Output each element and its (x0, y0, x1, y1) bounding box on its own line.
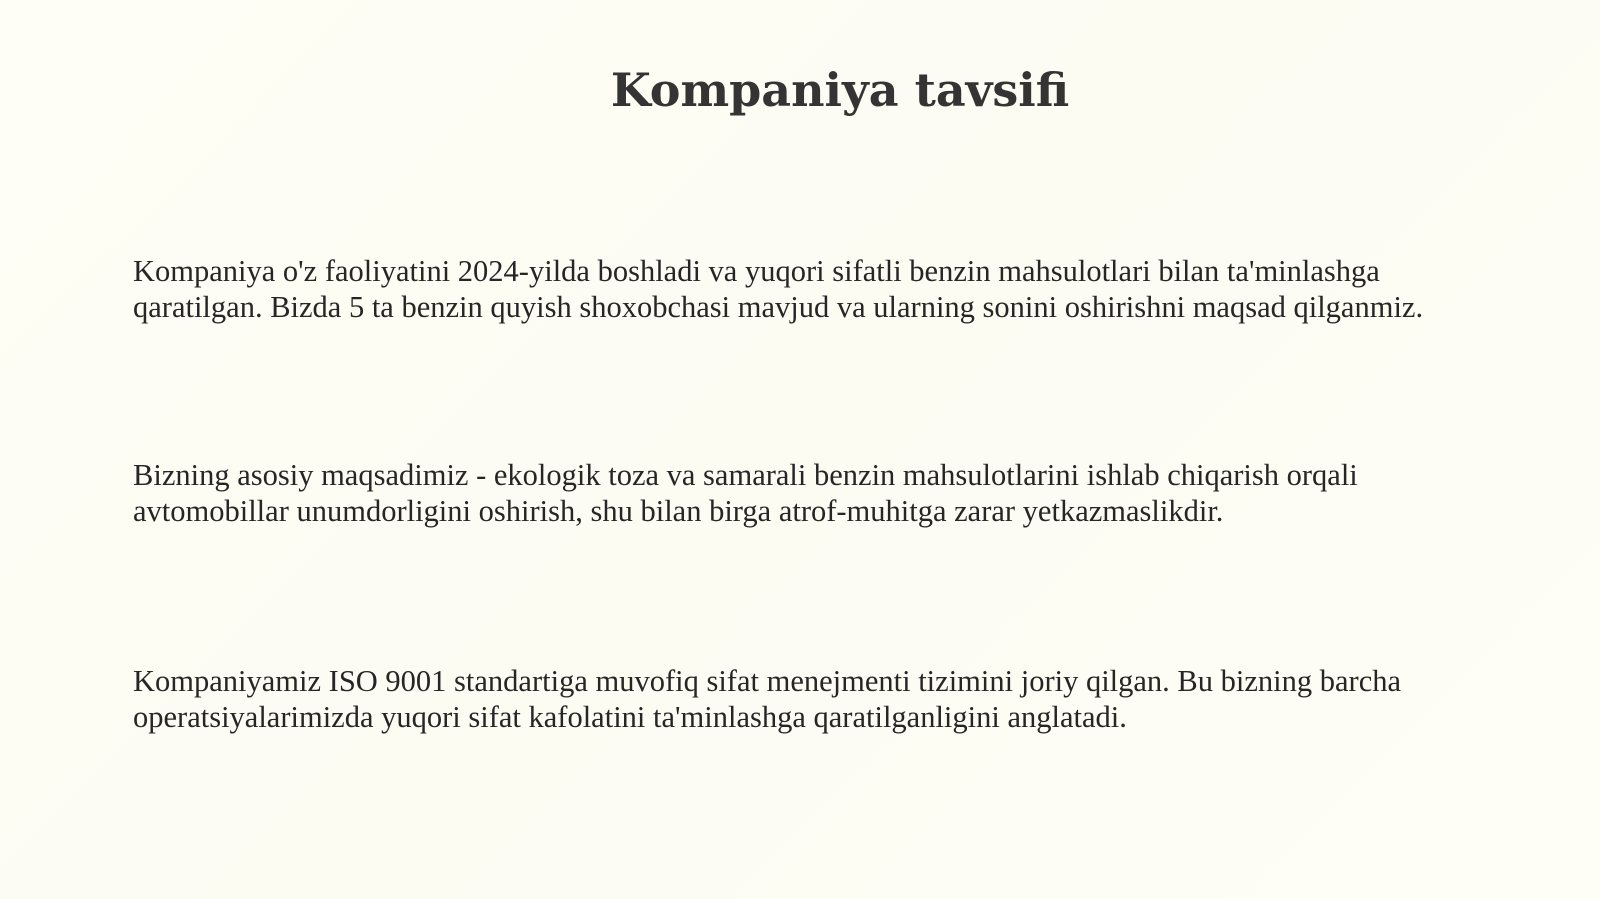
slide-title: Kompaniya tavsifi (610, 63, 1070, 117)
paragraph-main-goal: Bizning asosiy maqsadimiz - ekologik toza va samarali benzin mahsulotlarini ishlab chiqarish orqali avtomobillar unumdorligini oshirish, shu bilan birga atrof-muhitga zarar yetkazmaslikdir. (133, 458, 1358, 528)
paragraph-iso-quality: Kompaniyamiz ISO 9001 standartiga muvofiq sifat menejmenti tizimini joriy qilgan. Bu bizning barcha operatsiyalarimizda yuqori sifat kafolatini ta'minlashga qaratilganligini anglatadi. (133, 664, 1402, 734)
paragraph-company-start: Kompaniya o'z faoliyatini 2024-yilda boshladi va yuqori sifatli benzin mahsulotlari bilan ta'minlashga qaratilgan. Bizda 5 ta benzin quyish shoxobchasi mavjud va ularning sonini oshirishni maqsad qilganmiz. (133, 254, 1424, 324)
